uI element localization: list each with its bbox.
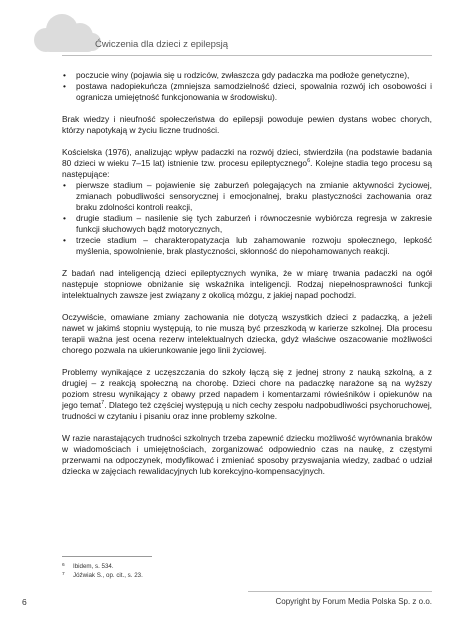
footer-divider (248, 591, 432, 592)
paragraph-difficulties: W razie narastających trudności szkolnych trzeba zapewnić dziecku możliwość wyrównania braków w wiadomościach i umiejętnościach, zorganizować odpowiednio czas na naukę, z częstymi przerwami na odpoczynek, modyfikować i zmieniać sposoby przyswajania wiedzy, zadbać o udział dziecka w zajęciach rewalidacyjnych lub korekcyjno-kompensacyjnych. (62, 433, 432, 476)
page-header (0, 0, 450, 70)
page-number: 6 (22, 597, 27, 607)
bullet-list-effects (62, 70, 432, 103)
paragraph-text: Kościelska (1976), analizując wpływ padaczki na rozwój dzieci, stwierdziła (na podstawie badania 80 dzieci w wieku 7–15 lat) istnienie tzw. procesu epileptycznego (62, 147, 432, 168)
footnote-text: Ibidem, s. 534. (73, 563, 114, 570)
cloud-icon (26, 10, 106, 54)
paragraph-behavior: Oczywiście, omawiane zmiany zachowania nie dotyczą wszystkich dzieci z padaczką, a jeżeli nawet w jakimś stopniu występują, to nie muszą być przeszkodą w karierze szkolnej. Dla procesu terapii ważna jest ocena rezerw intelektualnych dziecka, gdyż właściwe oszacowanie możliwości chorego pozwala na ukierunkowanie jego linii życiowej. (62, 312, 432, 355)
main-content (62, 70, 432, 488)
header-title: Ćwiczenia dla dzieci z epilepsją (95, 39, 229, 50)
footnote-ref[interactable]: 7 (101, 400, 105, 407)
footnote-item (62, 562, 143, 571)
paragraph-text: . Dlatego też częściej występują u nich cechy zespołu nadpobudliwości psychoruchowej, trudności w czytaniu i pisaniu oraz inne problemy szkolne. (62, 400, 433, 421)
list-item: • postawa nadopiekuńcza (zmniejsza samodzielność dzieci, spowalnia rozwój ich osobowości i ogranicza umiejętność funkcjonowania w środowisku). (62, 81, 432, 103)
footnote-number: 6 (62, 563, 65, 568)
list-item: • pierwsze stadium – pojawienie się zaburzeń polegających na zmianie aktywności życiowej, zmianach pobudliwości sensorycznej i emocjonalnej, braku plastyczności zachowania oraz braku zdolności kontroli reakcji, (62, 180, 432, 213)
copyright-notice: Copyright by Forum Media Polska Sp. z o.o. (275, 597, 432, 606)
footnotes (62, 562, 143, 580)
paragraph-koscielska (62, 147, 432, 180)
footnote-ref[interactable]: 6 (307, 158, 311, 165)
list-item: • trzecie stadium – charakteropatyzacja lub zahamowanie rozwoju społecznego, lepkość myślenia, spowolnienie, brak plastyczności, skłonność do niepohamowanych reakcji. (62, 235, 432, 257)
paragraph-knowledge: Brak wiedzy i nieufność społeczeństwa do epilepsji powoduje pewien dystans wobec chorych, którzy napotykają w życiu liczne trudności. (62, 114, 432, 135)
header-divider (62, 55, 432, 56)
footnote-text: Jóźwiak S., op. cit., s. 23. (73, 572, 143, 579)
paragraph-problems (62, 367, 432, 422)
footnote-divider (62, 556, 152, 557)
paragraph-text: Problemy wynikające z uczęszczania do szkoły łączą się z jednej strony z nauką szkolną, a z drugiej – z reakcją społeczną na chorobę. Dzieci chore na padaczkę narażone są na wyższy poziom stresu wynikający z obawy przed napadem i komentarzami rówieśników i opiekunów na jego temat (62, 367, 432, 410)
list-item: • poczucie winy (pojawia się u rodziców, zwłaszcza gdy padaczka ma podłoże genetyczne), (62, 70, 432, 81)
paragraph-text: . Kolejne stadia tego procesu są następujące: (62, 158, 432, 179)
bullet-list-stages (62, 180, 432, 257)
paragraph-intelligence: Z badań nad inteligencją dzieci epileptycznych wynika, że w miarę trwania padaczki na ogół następuje stopniowe obniżanie się wskaźnika inteligencji. Rodzaj niepełnosprawności funkcji intelektualnych zawsze jest związany z okolicą mózgu, z jakiej napad pochodzi. (62, 268, 432, 300)
footnote-number: 7 (62, 572, 65, 577)
list-item: • drugie stadium – nasilenie się tych zaburzeń i równoczesnie wybiórcza regresja w zakresie funkcji słuchowych bądź motorycznych, (62, 213, 432, 235)
footnote-item (62, 571, 143, 580)
